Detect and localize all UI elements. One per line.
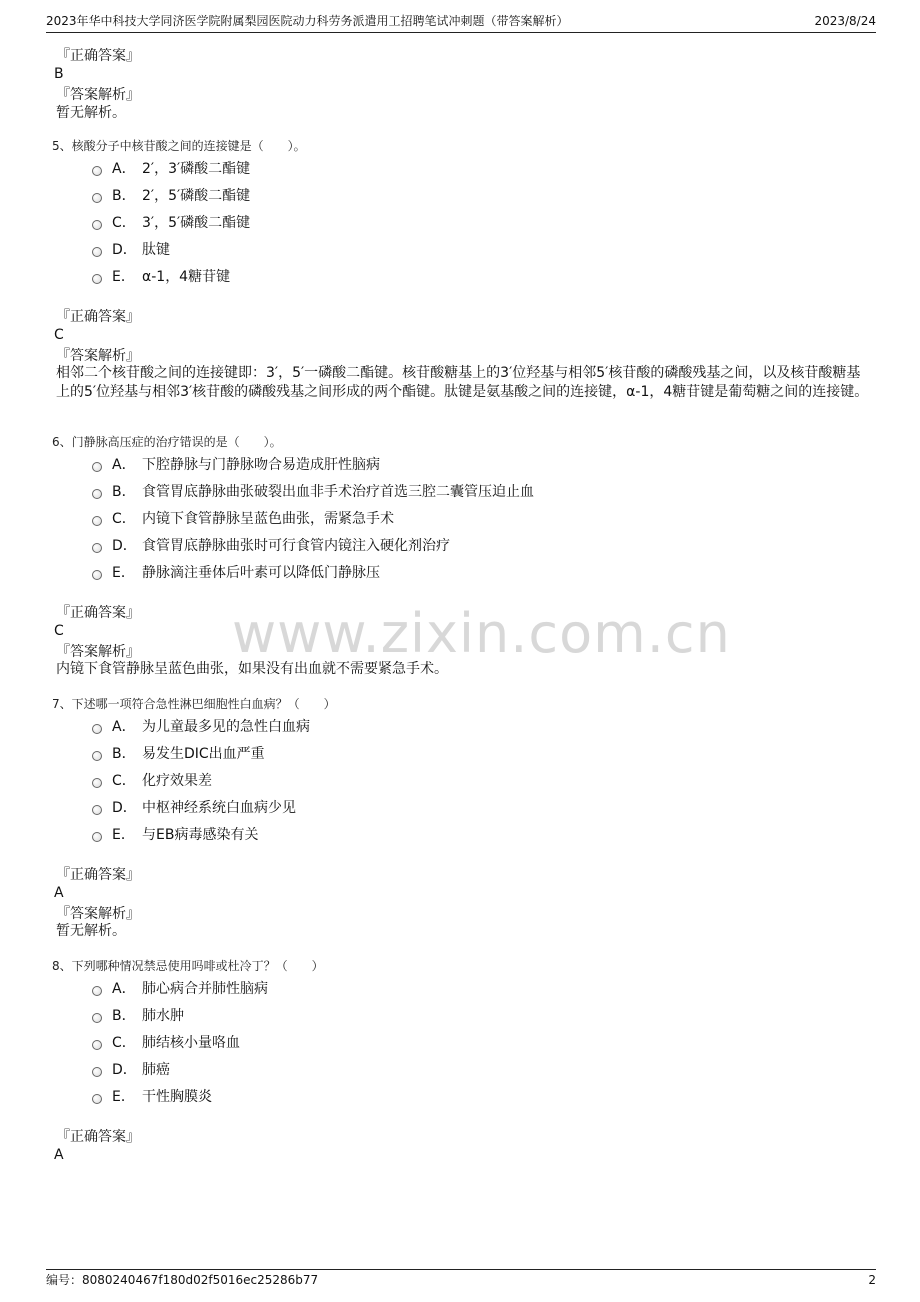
radio-icon[interactable] <box>92 274 102 284</box>
option-7-c[interactable] <box>92 770 212 790</box>
option-8-e[interactable] <box>92 1086 212 1106</box>
document-date: 2023/8/24 <box>814 14 876 28</box>
option-text: 食管胃底静脉曲张时可行食管内镜注入硬化剂治疗 <box>142 538 450 554</box>
option-letter: C． <box>112 1035 136 1051</box>
analysis-label: 『答案解析』 <box>56 644 140 660</box>
correct-answer: C <box>54 327 64 343</box>
option-text: 干性胸膜炎 <box>142 1089 212 1105</box>
document-code: 编号：8080240467f180d02f5016ec25286b77 <box>46 1273 319 1287</box>
radio-icon[interactable] <box>92 1013 102 1023</box>
radio-icon[interactable] <box>92 832 102 842</box>
option-6-b[interactable] <box>92 481 534 501</box>
option-text: 化疗效果差 <box>142 773 212 789</box>
analysis-label: 『答案解析』 <box>56 348 140 364</box>
correct-answer: C <box>54 623 64 639</box>
option-letter: A． <box>112 719 136 735</box>
correct-answer: B <box>54 66 64 82</box>
option-6-e[interactable] <box>92 562 380 582</box>
option-7-d[interactable] <box>92 797 296 817</box>
page-header <box>46 12 876 33</box>
option-text: 3′，5′磷酸二酯键 <box>142 215 251 231</box>
correct-answer: A <box>54 1147 64 1163</box>
option-7-a[interactable] <box>92 716 310 736</box>
correct-answer-label: 『正确答案』 <box>56 605 140 621</box>
document-title: 2023年华中科技大学同济医学院附属梨园医院动力科劳务派遣用工招聘笔试冲刺题（带答案解析） <box>46 14 569 28</box>
radio-icon[interactable] <box>92 543 102 553</box>
radio-icon[interactable] <box>92 516 102 526</box>
option-5-e[interactable] <box>92 266 230 286</box>
question-7: 7、下述哪一项符合急性淋巴细胞性白血病？（ ） <box>52 697 336 711</box>
option-5-c[interactable] <box>92 212 250 232</box>
radio-icon[interactable] <box>92 247 102 257</box>
question-5: 5、核酸分子中核苷酸之间的连接键是（ ）。 <box>52 139 306 153</box>
option-letter: E． <box>112 827 135 843</box>
correct-answer-label: 『正确答案』 <box>56 867 140 883</box>
correct-answer-label: 『正确答案』 <box>56 1129 140 1145</box>
analysis-text: 内镜下食管静脉呈蓝色曲张，如果没有出血就不需要紧急手术。 <box>56 661 448 677</box>
option-text: 肺水肿 <box>142 1008 184 1024</box>
option-text: 静脉滴注垂体后叶素可以降低门静脉压 <box>142 565 380 581</box>
option-letter: B． <box>112 1008 136 1024</box>
option-text: 内镜下食管静脉呈蓝色曲张，需紧急手术 <box>142 511 394 527</box>
option-text: 2′，3′磷酸二酯键 <box>142 161 251 177</box>
option-letter: D． <box>112 1062 137 1078</box>
option-text: 肺癌 <box>142 1062 170 1078</box>
option-letter: B． <box>112 188 136 204</box>
option-8-c[interactable] <box>92 1032 240 1052</box>
radio-icon[interactable] <box>92 1067 102 1077</box>
radio-icon[interactable] <box>92 751 102 761</box>
option-7-b[interactable] <box>92 743 265 763</box>
option-letter: A． <box>112 161 136 177</box>
option-text: 2′，5′磷酸二酯键 <box>142 188 251 204</box>
option-letter: D． <box>112 538 137 554</box>
option-text: 肺结核小量咯血 <box>142 1035 240 1051</box>
option-5-b[interactable] <box>92 185 250 205</box>
radio-icon[interactable] <box>92 193 102 203</box>
analysis-text: 暂无解析。 <box>56 105 126 121</box>
option-5-d[interactable] <box>92 239 170 259</box>
option-6-c[interactable] <box>92 508 394 528</box>
option-letter: A． <box>112 457 136 473</box>
option-letter: C． <box>112 511 136 527</box>
option-8-b[interactable] <box>92 1005 184 1025</box>
option-text: 肽键 <box>142 242 170 258</box>
analysis-text: 相邻二个核苷酸之间的连接键即：3′，5′一磷酸二酯键。核苷酸糖基上的3′位羟基与相邻5′核苷酸的磷酸残基之间，以及核苷酸糖基上的5′位羟基与相邻3′核苷酸的磷酸残基之间形成的两个酯键。肽键是氨基酸之间的连接键，α-1，4糖苷键是葡萄糖之间的连接键。 <box>56 365 869 400</box>
radio-icon[interactable] <box>92 462 102 472</box>
analysis-label: 『答案解析』 <box>56 87 140 103</box>
option-text: α-1，4糖苷键 <box>142 269 231 285</box>
question-6: 6、门静脉高压症的治疗错误的是（ ）。 <box>52 435 282 449</box>
watermark: www.zixin.com.cn <box>232 602 731 665</box>
option-letter: E． <box>112 1089 135 1105</box>
correct-answer: A <box>54 885 64 901</box>
option-text: 易发生DIC出血严重 <box>142 746 265 762</box>
radio-icon[interactable] <box>92 805 102 815</box>
option-text: 中枢神经系统白血病少见 <box>142 800 296 816</box>
analysis-text: 暂无解析。 <box>56 923 126 939</box>
question-8: 8、下列哪种情况禁忌使用吗啡或杜冷丁？（ ） <box>52 959 324 973</box>
radio-icon[interactable] <box>92 166 102 176</box>
radio-icon[interactable] <box>92 489 102 499</box>
radio-icon[interactable] <box>92 570 102 580</box>
option-letter: C． <box>112 773 136 789</box>
option-8-d[interactable] <box>92 1059 170 1079</box>
page-footer <box>46 1269 876 1290</box>
radio-icon[interactable] <box>92 1040 102 1050</box>
option-text: 肺心病合并肺性脑病 <box>142 981 268 997</box>
radio-icon[interactable] <box>92 1094 102 1104</box>
option-text: 与EB病毒感染有关 <box>142 827 259 843</box>
option-letter: E． <box>112 269 135 285</box>
option-letter: A． <box>112 981 136 997</box>
option-6-d[interactable] <box>92 535 450 555</box>
radio-icon[interactable] <box>92 220 102 230</box>
option-5-a[interactable] <box>92 158 250 178</box>
option-letter: E． <box>112 565 135 581</box>
option-letter: D． <box>112 800 137 816</box>
option-8-a[interactable] <box>92 978 268 998</box>
option-7-e[interactable] <box>92 824 258 844</box>
option-text: 下腔静脉与门静脉吻合易造成肝性脑病 <box>142 457 380 473</box>
correct-answer-label: 『正确答案』 <box>56 48 140 64</box>
option-letter: B． <box>112 746 136 762</box>
option-6-a[interactable] <box>92 454 380 474</box>
analysis-label: 『答案解析』 <box>56 906 140 922</box>
option-text: 为儿童最多见的急性白血病 <box>142 719 310 735</box>
radio-icon[interactable] <box>92 986 102 996</box>
option-letter: B． <box>112 484 136 500</box>
radio-icon[interactable] <box>92 778 102 788</box>
option-text: 食管胃底静脉曲张破裂出血非手术治疗首选三腔二囊管压迫止血 <box>142 484 534 500</box>
option-letter: C． <box>112 215 136 231</box>
option-letter: D． <box>112 242 137 258</box>
page-number: 2 <box>868 1273 876 1287</box>
radio-icon[interactable] <box>92 724 102 734</box>
correct-answer-label: 『正确答案』 <box>56 309 140 325</box>
